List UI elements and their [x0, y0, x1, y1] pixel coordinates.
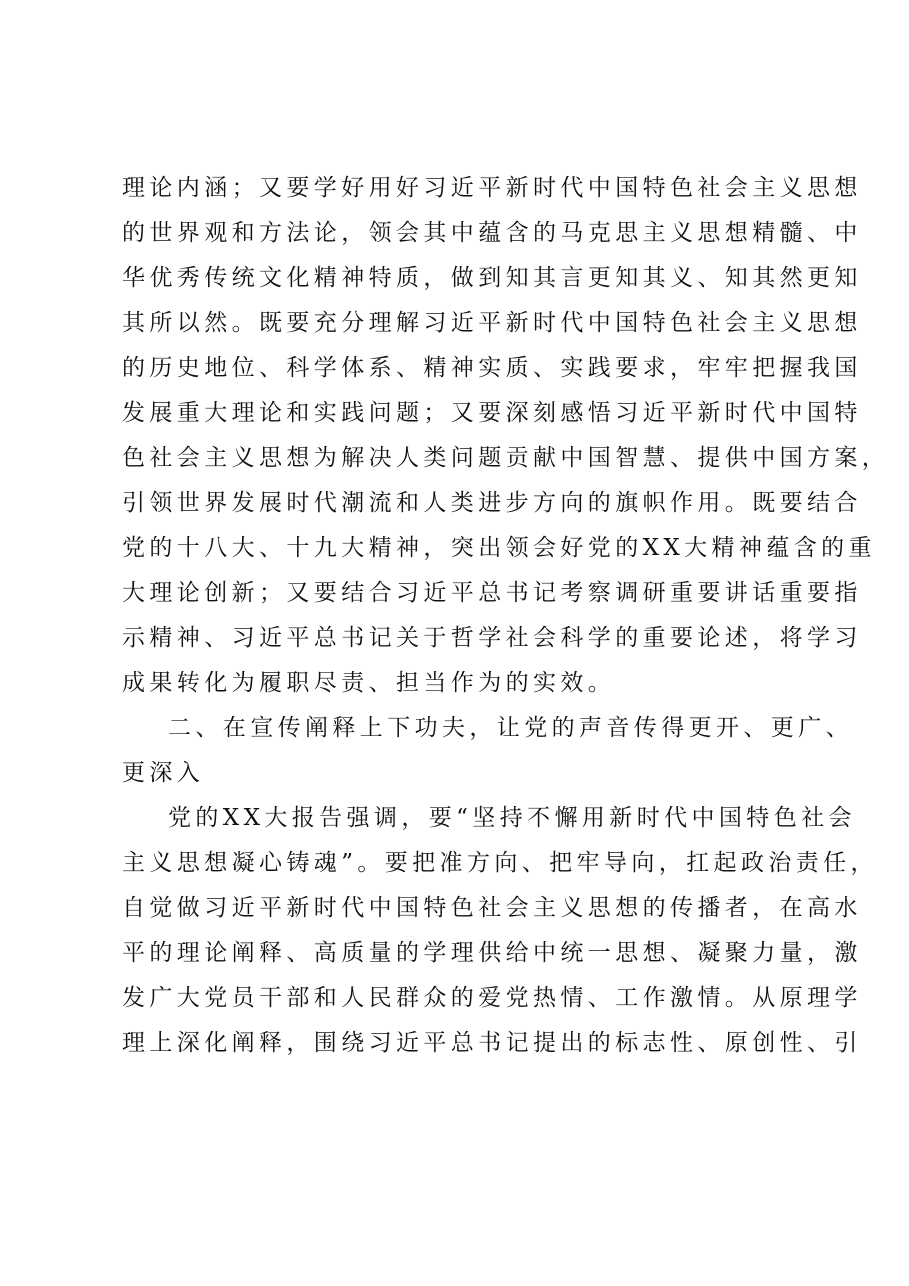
- section-heading-line: 二、在宣传阐释上下功夫，让党的声音传得更开、更广、: [168, 715, 853, 741]
- text-line: 的历史地位、科学体系、精神实质、实践要求，牢牢把握我国: [122, 355, 862, 381]
- text-line: 主义思想凝心铸魂”。要把准方向、把牢导向，扛起政治责任，: [122, 850, 878, 876]
- text-line: 党的XX大报告强调，要“坚持不懈用新时代中国特色社会: [168, 805, 856, 831]
- text-line: 示精神、习近平总书记关于哲学社会科学的重要论述，将学习: [122, 625, 862, 651]
- text-line: 平的理论阐释、高质量的学理供给中统一思想、凝聚力量，激: [122, 940, 862, 966]
- text-line: 理上深化阐释，围绕习近平总书记提出的标志性、原创性、引: [122, 1030, 862, 1056]
- text-line: 的世界观和方法论，领会其中蕴含的马克思主义思想精髓、中: [122, 220, 862, 246]
- text-line: 其所以然。既要充分理解习近平新时代中国特色社会主义思想: [122, 310, 862, 336]
- section-heading-line: 更深入: [122, 760, 205, 786]
- document-body: [122, 166, 890, 1066]
- text-line: 自觉做习近平新时代中国特色社会主义思想的传播者，在高水: [122, 895, 862, 921]
- text-line: 大理论创新；又要结合习近平总书记考察调研重要讲话重要指: [122, 580, 862, 606]
- text-line: 成果转化为履职尽责、担当作为的实效。: [122, 670, 616, 696]
- text-line: 发展重大理论和实践问题；又要深刻感悟习近平新时代中国特: [122, 400, 862, 426]
- text-line: 华优秀传统文化精神特质，做到知其言更知其义、知其然更知: [122, 265, 862, 291]
- text-line: 引领世界发展时代潮流和人类进步方向的旗帜作用。既要结合: [122, 490, 862, 516]
- text-line: 党的十八大、十九大精神，突出领会好党的XX大精神蕴含的重: [122, 535, 876, 561]
- text-line: 发广大党员干部和人民群众的爱党热情、工作激情。从原理学: [122, 985, 862, 1011]
- text-line: 理论内涵；又要学好用好习近平新时代中国特色社会主义思想: [122, 175, 862, 201]
- text-line: 色社会主义思想为解决人类问题贡献中国智慧、提供中国方案，: [122, 445, 890, 471]
